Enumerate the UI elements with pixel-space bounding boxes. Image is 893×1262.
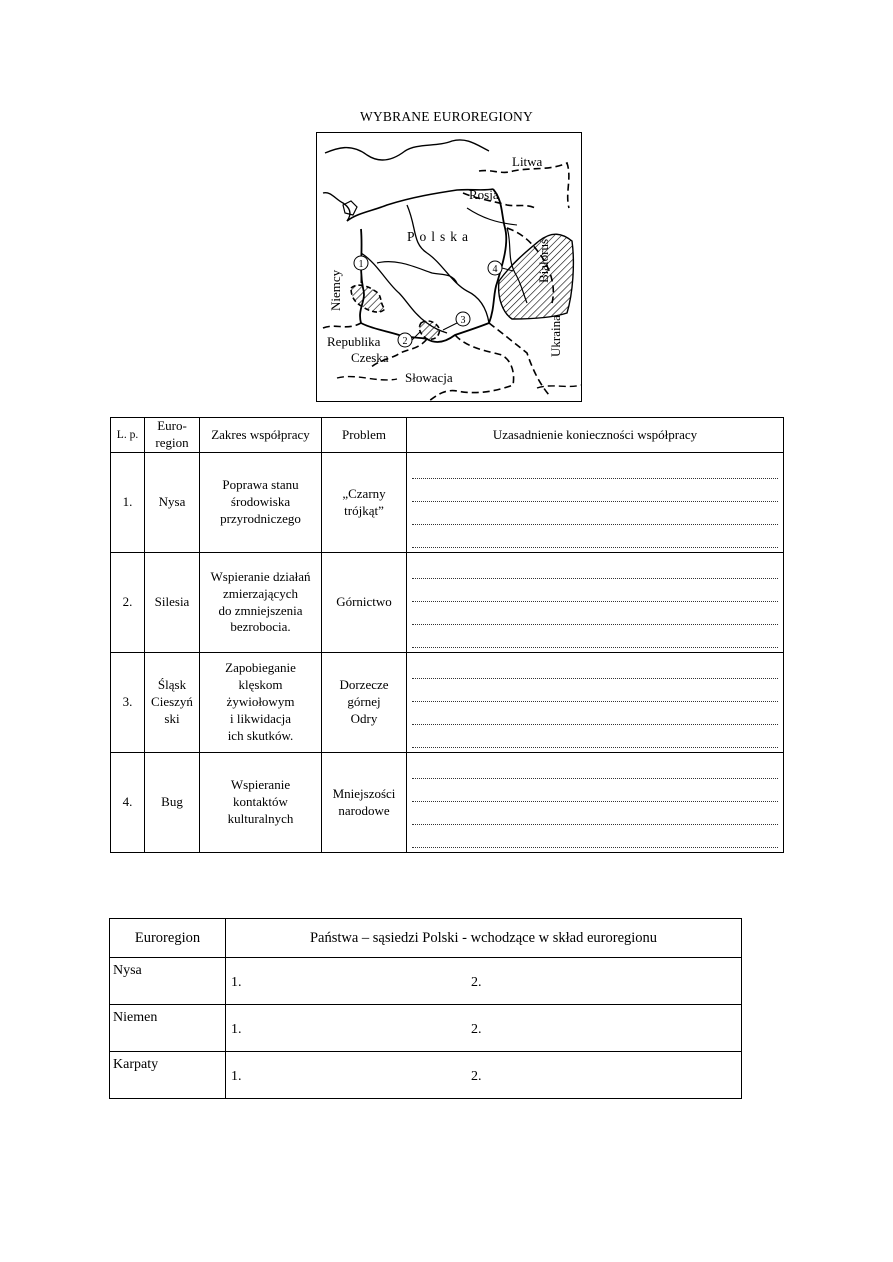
river-narew	[467, 208, 517, 225]
zakres-line: ich skutków.	[227, 727, 294, 743]
region-line: Śląsk	[157, 677, 187, 693]
zakres-line: kontaktów	[233, 794, 288, 810]
row-lp: 1.	[111, 453, 145, 553]
zakres-line: przyrodniczego	[220, 510, 301, 526]
euroregion-name: Karpaty	[110, 1052, 226, 1099]
countries-answer-field[interactable]	[226, 958, 742, 1005]
row-region: Bug	[145, 753, 200, 853]
problem-line: górnej	[347, 694, 381, 710]
ukraina-border	[489, 323, 549, 395]
cooperation-header-row	[111, 418, 784, 453]
zakres-line: do zmniejszenia	[218, 602, 303, 618]
table-row	[110, 958, 742, 1005]
marker-4-text: 4	[492, 264, 498, 275]
answer-number-2: 2.	[471, 975, 482, 990]
header-problem: Problem	[322, 418, 407, 453]
region-silesia-hatch	[419, 321, 439, 339]
euroregion-name: Nysa	[110, 958, 226, 1005]
table-row	[111, 553, 784, 653]
euroregion-name: Niemen	[110, 1005, 226, 1052]
region-line: Cieszyń	[151, 694, 193, 710]
answer-field-3[interactable]	[407, 653, 784, 753]
dotted-line[interactable]	[412, 525, 778, 548]
label-republika: Republika	[327, 334, 381, 349]
zakres-line: zmierzających	[222, 585, 299, 601]
poland-border	[360, 189, 506, 342]
map-title: WYBRANE EUROREGIONY	[360, 109, 533, 124]
table-row	[110, 1005, 742, 1052]
row-zakres	[200, 753, 322, 853]
label-slowacja: Słowacja	[405, 370, 453, 385]
south-border	[337, 377, 581, 388]
dotted-line[interactable]	[412, 779, 778, 802]
answer-number-1: 1.	[231, 975, 242, 990]
row-zakres	[200, 553, 322, 653]
countries-answer-field[interactable]	[226, 1052, 742, 1099]
neighbors-table	[109, 918, 742, 1099]
zakres-line: Wspieranie	[230, 777, 291, 793]
dotted-line[interactable]	[412, 561, 778, 579]
slovakia-border	[429, 335, 514, 401]
neighbors-header-row	[110, 919, 742, 958]
header-countries: Państwa – sąsiedzi Polski - wchodzące w skład euroregionu	[226, 919, 742, 958]
marker-2-text: 2	[402, 336, 408, 347]
table-row	[111, 453, 784, 553]
label-litwa: Litwa	[512, 154, 543, 169]
problem-line: narodowe	[338, 802, 390, 818]
label-niemcy: Niemcy	[328, 269, 343, 311]
river-warta	[377, 262, 457, 283]
scandinavia-coast	[325, 140, 489, 160]
zakres-line: Poprawa stanu	[222, 477, 299, 493]
header-lp: L. p.	[111, 418, 145, 453]
table-row	[110, 1052, 742, 1099]
countries-answer-field[interactable]	[226, 1005, 742, 1052]
label-bialorus: Białoruś	[536, 238, 551, 283]
row-zakres	[200, 453, 322, 553]
table-row	[111, 753, 784, 853]
row-problem	[322, 453, 407, 553]
row-region: Nysa	[145, 453, 200, 553]
label-czeska: Czeska	[351, 350, 389, 365]
header-uzasadnienie: Uzasadnienie konieczności współpracy	[407, 418, 784, 453]
row-problem	[322, 653, 407, 753]
dotted-line[interactable]	[412, 802, 778, 825]
table-row	[111, 653, 784, 753]
header-euroregion	[145, 418, 200, 453]
marker-3-text: 3	[460, 315, 466, 326]
answer-field-4[interactable]	[407, 753, 784, 853]
dotted-line[interactable]	[412, 579, 778, 602]
row-region	[145, 653, 200, 753]
dotted-line[interactable]	[412, 702, 778, 725]
header-euroregion-name: Euroregion	[110, 919, 226, 958]
problem-line: Odry	[350, 710, 378, 726]
row-zakres	[200, 653, 322, 753]
zakres-line: bezrobocia.	[230, 619, 291, 635]
row-lp: 4.	[111, 753, 145, 853]
label-rosja: Rosja	[469, 187, 499, 202]
zakres-line: Wspieranie działań	[210, 568, 311, 584]
problem-line: Dorzecze	[339, 677, 389, 693]
cooperation-table	[110, 417, 784, 853]
dotted-line[interactable]	[412, 461, 778, 479]
zakres-line: kulturalnych	[227, 810, 294, 826]
dotted-line[interactable]	[412, 725, 778, 748]
dotted-line[interactable]	[412, 661, 778, 679]
dotted-line[interactable]	[412, 479, 778, 502]
dotted-line[interactable]	[412, 602, 778, 625]
header-euroregion-line2: region	[155, 435, 189, 450]
denmark-coast	[323, 193, 350, 221]
header-zakres: Zakres współpracy	[200, 418, 322, 453]
row-lp: 2.	[111, 553, 145, 653]
zakres-line: środowiska	[230, 494, 291, 510]
answer-number-1: 1.	[231, 1069, 242, 1084]
zakres-line: żywiołowym	[226, 694, 295, 710]
marker-1-text: 1	[358, 259, 364, 270]
label-ukraina: Ukraina	[548, 315, 563, 357]
dotted-line[interactable]	[412, 679, 778, 702]
zakres-line: i likwidacja	[229, 710, 291, 726]
header-euroregion-line1: Euro-	[157, 418, 187, 434]
label-polska: Polska	[407, 229, 474, 244]
euroregions-map	[316, 132, 582, 402]
answer-number-1: 1.	[231, 1022, 242, 1037]
problem-line: Mniejszości	[332, 785, 396, 801]
answer-number-2: 2.	[471, 1022, 482, 1037]
region-nysa-hatch	[351, 285, 385, 312]
river-vistula	[407, 205, 489, 323]
zakres-line: Zapobieganie	[225, 660, 296, 676]
row-lp: 3.	[111, 653, 145, 753]
dotted-line[interactable]	[412, 761, 778, 779]
dotted-line[interactable]	[412, 825, 778, 848]
problem-line: „Czarny	[342, 485, 386, 501]
row-problem	[322, 753, 407, 853]
dotted-line[interactable]	[412, 502, 778, 525]
answer-field-2[interactable]	[407, 553, 784, 653]
dotted-line[interactable]	[412, 625, 778, 648]
row-problem: Górnictwo	[322, 553, 407, 653]
answer-number-2: 2.	[471, 1069, 482, 1084]
region-line: ski	[164, 710, 180, 726]
row-region: Silesia	[145, 553, 200, 653]
zakres-line: klęskom	[238, 677, 283, 693]
problem-line: trójkąt”	[344, 502, 384, 518]
answer-field-1[interactable]	[407, 453, 784, 553]
